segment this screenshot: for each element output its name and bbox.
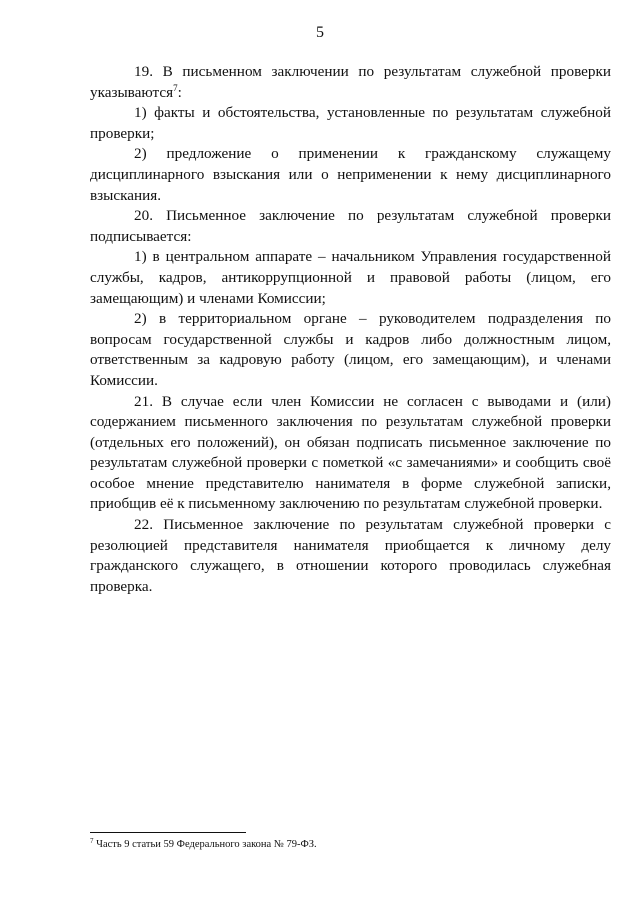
- document-body: [90, 62, 611, 597]
- paragraph-19-item-1: 1) факты и обстоятельства, установленные по результатам служебной проверки;: [90, 104, 611, 142]
- paragraph-19-text: 19. В письменном заключении по результатам служебной проверки указываются: [90, 63, 611, 101]
- paragraph-20-item-1: 1) в центральном аппарате – начальником Управления государственной службы, кадров, антикоррупционной и правовой работы (лицом, его замещающим) и членами Комиссии;: [90, 248, 611, 307]
- footnote-text: Часть 9 статьи 59 Федерального закона № 79-ФЗ.: [96, 839, 317, 850]
- page-number: 5: [316, 24, 324, 41]
- paragraph-20-item-2: 2) в территориальном органе – руководителем подразделения по вопросам государственной службы и кадров либо должностным лицом, ответственным за кадровую работу (лицом, его замещающим), и членами Комиссии.: [90, 310, 611, 389]
- footnote-reference[interactable]: 7: [173, 82, 178, 93]
- paragraph-19: [90, 62, 611, 103]
- paragraph-22: 22. Письменное заключение по результатам служебной проверки с резолюцией представителя нанимателя приобщается к личному делу гражданского служащего, в отношении которого проводилась служебная проверка.: [90, 516, 611, 595]
- paragraph-19-item-2: 2) предложение о применении к гражданскому служащему дисциплинарного взыскания или о неприменении к нему дисциплинарного взыскания.: [90, 145, 611, 204]
- paragraph-21: 21. В случае если член Комиссии не согласен с выводами и (или) содержанием письменного заключения по результатам служебной проверки (отдельных его положений), он обязан подписать письменное заключение по результатам служебной проверки с пометкой «с замечаниями» и сообщить своё особое мнение представителю нанимателя в форме служебной записки, приобщив её к письменному заключению по результатам служебной проверки.: [90, 392, 611, 513]
- footnote-marker: 7: [90, 837, 94, 845]
- paragraph-20: 20. Письменное заключение по результатам служебной проверки подписывается:: [90, 207, 611, 245]
- paragraph-19-colon: :: [177, 83, 182, 101]
- footnote: [90, 838, 611, 851]
- footnote-separator: [90, 832, 246, 833]
